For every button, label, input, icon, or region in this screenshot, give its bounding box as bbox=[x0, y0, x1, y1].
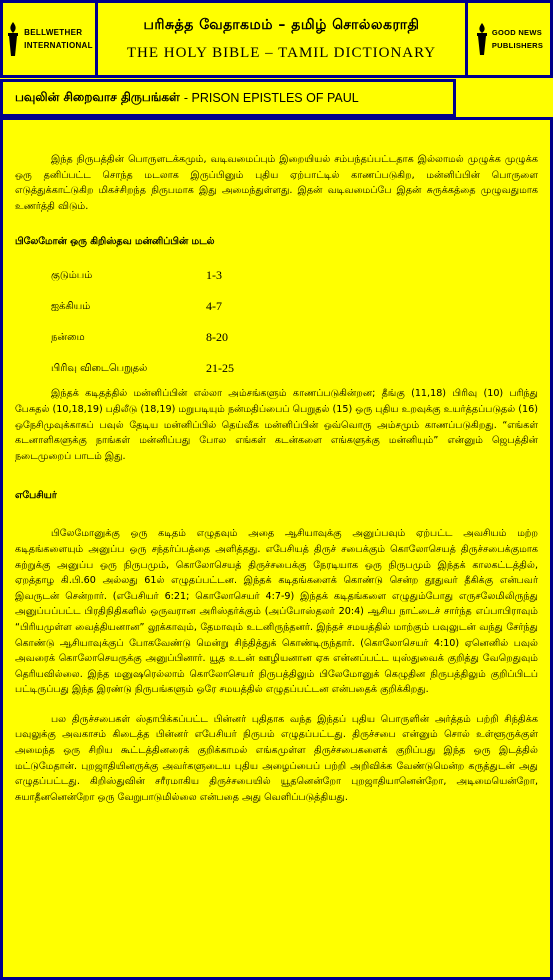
outline-row bbox=[51, 322, 538, 353]
torch-icon bbox=[475, 21, 489, 57]
outline-reference: 21-25 bbox=[206, 361, 234, 376]
outline-row bbox=[51, 353, 538, 384]
philemon-paragraph: இந்தக் கடிதத்தில் மன்னிப்பின் எல்லா அம்சங்களும் காணப்படுகின்றன; தீங்கு (11,18) பிரிவு (10) பரிந்து பேசுதல் (10,18,19) பதிலீடு (18,19) மறுபடியும் நன்மதிப்பைப் பெறுதல் (15) ஒரு புதிய உறவுக்கு உயர்த்தப்படுதல் (16) ஒநேசிமுவுக்காகப் பவுல் தேடிய மன்னிப்பில் தெய்வீக மன்னிப்பின் ஒவ்வொரு அம்சமும் காணப்படுகிறது. “எங்கள் கடனாளிகளுக்கு நாங்கள் மன்னிப்பது போல எங்கள் கடன்களை எங்களுக்கு மன்னியும்” என்னும் ஜெபத்தின் நடைமுறைப் பாடம் இது. bbox=[15, 388, 538, 462]
section-heading bbox=[0, 79, 456, 117]
page-header bbox=[0, 0, 553, 78]
outline-reference: 1-3 bbox=[206, 268, 222, 283]
ephesians-paragraph: பல திருச்சபைகள் ஸ்தாபிக்கப்பட்ட பின்னர் புதிதாக வந்த இந்தப் புதிய பொருளின் அர்த்தம் பற்றி சிந்திக்க பவுலுக்கு அவகாசம் கிடைத்த பின்னர் எபேசியர் நிருபம் எழுதப்பட்டது. திருச்சபை என்னும் சொல் உள்ளூருக்குள் அமைந்த ஒரு சிறிய கூட்டத்தினரைக் குறிக்காமல் எங்கமுள்ள திருச்சபைகளைக் குறிப்பது இந்த ஒரு இடத்தில் மட்டுமேதான். புறஜாதியினருக்கு அவர்களுடைய புதிய அழைப்பைப் பற்றி அறிவிக்க வேண்டுமென்ற கருத்துடன் அது எழுதப்பட்டது. கிறிஸ்துவின் சரீரமாகிய திருச்சபையில் யூதனென்றோ புறஜாதியானென்றோ, அடிமையென்றோ, சுயாதீனனென்றோ ஒரு வேறுபாடுமில்லை என்பதை அது வெளிப்படுத்தியது. bbox=[15, 713, 538, 803]
section-heading-tamil: பவுலின் சிறைவாச திருபங்கள் bbox=[15, 90, 180, 104]
outline-reference: 4-7 bbox=[206, 299, 222, 314]
page-title-english: THE HOLY BIBLE – TAMIL DICTIONARY bbox=[126, 44, 437, 61]
outline-label: பிரிவு விடைபெறுதல் bbox=[51, 362, 148, 374]
outline-label: குடும்பம் bbox=[51, 269, 93, 281]
philemon-outline bbox=[51, 260, 538, 384]
page-title-tamil: பரிசுத்த வேதாகமம் – தமிழ் சொல்லகராதி bbox=[143, 16, 420, 33]
torch-icon bbox=[5, 20, 21, 58]
outline-row bbox=[51, 260, 538, 291]
logo-line: INTERNATIONAL bbox=[24, 41, 93, 50]
ephesians-heading: எபேசியர் bbox=[15, 490, 57, 502]
intro-paragraph: இந்த நிருபத்தின் பொருளடக்கமும், வடிவமைப்பும் இறையியல் சம்பந்தப்பட்டதாக இல்லாமல் முழுக்க முழுக்க ஒரு தனிப்பட்ட சொந்த மடலாக இருப்பினும் புதிய ஏற்பாட்டில் காணப்படுகிற, மன்னிப்பின் பொருளை எடுத்துக்காட்டுகிற மிகச்சிறந்த நிருபமாக இது அமைந்துள்ளது. இதன் வடிவமைப்பே இதன் சுருக்கத்தை முழுவதுமாக உணர்த்தி விடும். bbox=[15, 154, 538, 212]
outline-row bbox=[51, 291, 538, 322]
title-block bbox=[98, 0, 465, 78]
bellwether-logo-text bbox=[24, 26, 93, 52]
outline-label: நன்மை bbox=[51, 331, 85, 343]
bellwether-logo bbox=[0, 0, 98, 78]
section-heading-english: - PRISON EPISTLES OF PAUL bbox=[183, 91, 359, 105]
good-news-logo-text bbox=[492, 26, 543, 52]
logo-line: GOOD NEWS bbox=[491, 28, 543, 37]
outline-label: ஐக்கியம் bbox=[51, 300, 91, 312]
article-body bbox=[0, 117, 553, 980]
outline-reference: 8-20 bbox=[206, 330, 228, 345]
logo-line: BELLWETHER bbox=[24, 28, 83, 37]
logo-line: PUBLISHERS bbox=[491, 41, 544, 50]
ephesians-paragraph: பிலேமோனுக்கு ஒரு கடிதம் எழுதவும் அதை ஆசியாவுக்கு அனுப்பவும் ஏற்பட்ட அவசியம் மற்ற கடிதங்களையும் அனுப்ப ஒரு சந்தர்ப்பத்தை அளித்தது. எபேசியத் திருச் சபைக்கும் கொலோசெயத் திருச்சபைக்குமாக சுற்றுக்கு அனுப்ப ஒரு நிருபமும், கொலோசெயத் திருச்சபைக்கு நேரடியாக ஒரு நிருபமும் இந்தக் காலகட்டத்தில், ஏறத்தாழ கி.பி.60 அல்லது 61ல் எழுதப்பட்டன. இந்தக் கடிதங்களைக் கொண்டு சென்ற தூதுவர் தீகிக்கு என்பவர் இவருடன் சென்றார். (எபேசியர் 6:21; கொலோசெயர் 4:7-9) இந்தக் கடிதங்களை எழுதும்போது எருசலேமிலிருந்து அனுப்பப்பட்ட பிரதிநிதிகளில் ஒருவரான அரிஸ்தர்க்கும் (அப்போஸ்தலர் 20:4) ஆசிய நாட்டைச் சார்ந்த எப்பாபிராவும் “பிரியமுள்ள வைத்தியனான” லூக்காவும், தேமாவும் உடனிருந்தனர். இந்தச் சமயத்தில் மாற்கும் பவுலுடன் வந்து சேர்ந்து கொண்டு ஆசியாவுக்குப் போகவேண்டு மென்று சிந்தித்துக் கொண்டிருந்தார். (கொலோசெயர் 4:10) ஏனெனில் பவுல் அவரைக் கொலோசெயருக்கு அனுப்பினார். யூத உடன் ஊழியனான ஏசு என்னப்பட்ட யுஸ்துவைக் குறித்து வேறெதுவும் தெரியவில்லை. இந்த மனுஷரெல்லாம் கொலோசெயர் நிருபத்திலும் பிலேமோனுக் கெழுதின நிருபத்திலும் குறிப்பிடப் பட்டிருப்பது இந்த இரண்டு நிருபங்களும் ஒரே சமயத்தில் எழுதப்பட்டன என்பதைக் குறிக்கிறது. bbox=[15, 528, 538, 696]
philemon-heading: பிலேமோன் ஒரு கிறிஸ்தவ மன்னிப்பின் மடல் bbox=[15, 236, 215, 248]
good-news-logo bbox=[465, 0, 553, 78]
